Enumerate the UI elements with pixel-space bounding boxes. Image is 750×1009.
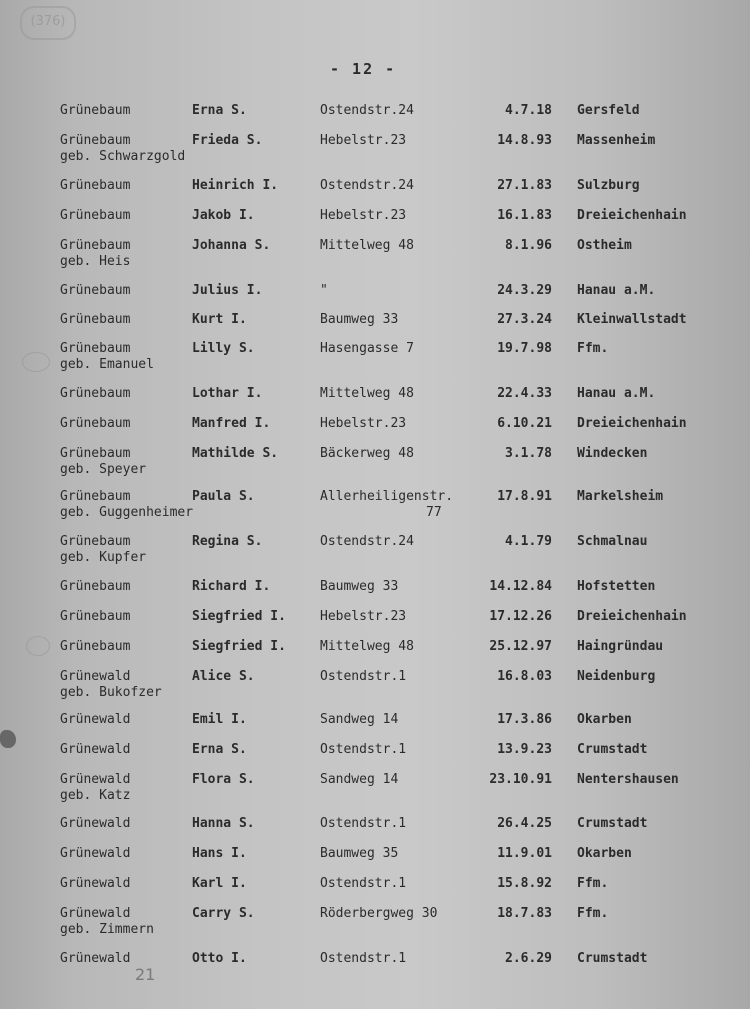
birthplace-cell: Ffm. — [577, 906, 609, 921]
street-cell: Bäckerweg 48 — [320, 446, 414, 461]
birthplace-cell: Dreieichenhain — [577, 208, 687, 223]
birthplace-cell: Ffm. — [577, 876, 609, 891]
given-name-cell: Julius I. — [192, 283, 263, 298]
given-name-cell: Mathilde S. — [192, 446, 279, 461]
surname-cell: Grünebaum — [60, 489, 131, 504]
surname-cell: Grünewald — [60, 772, 131, 787]
paper-spot — [26, 636, 50, 656]
street-cell: Baumweg 35 — [320, 846, 399, 861]
entry-row — [0, 951, 750, 991]
entry-row — [0, 534, 750, 574]
maiden-name-cell: geb. Kupfer — [60, 550, 147, 565]
birthplace-cell: Windecken — [577, 446, 648, 461]
street-cell: Hebelstr.23 — [320, 133, 407, 148]
birth-date-cell: 16.8.03 — [497, 669, 552, 684]
given-name-cell: Hans I. — [192, 846, 247, 861]
page-number: - 12 - — [330, 60, 397, 78]
given-name-cell: Otto I. — [192, 951, 247, 966]
maiden-name-cell: geb. Zimmern — [60, 922, 154, 937]
street-cell: Sandweg 14 — [320, 712, 399, 727]
given-name-cell: Emil I. — [192, 712, 247, 727]
birthplace-cell: Hanau a.M. — [577, 386, 656, 401]
street-cell: Röderbergweg 30 — [320, 906, 438, 921]
street-cell: Ostendstr.1 — [320, 951, 407, 966]
birthplace-cell: Schmalnau — [577, 534, 648, 549]
birthplace-cell: Okarben — [577, 846, 632, 861]
birthplace-cell: Massenheim — [577, 133, 656, 148]
birth-date-cell: 6.10.21 — [497, 416, 552, 431]
birth-date-cell: 17.8.91 — [497, 489, 552, 504]
given-name-cell: Jakob I. — [192, 208, 255, 223]
surname-cell: Grünebaum — [60, 386, 131, 401]
street-cell: Ostendstr.1 — [320, 669, 407, 684]
given-name-cell: Johanna S. — [192, 238, 271, 253]
surname-cell: Grünewald — [60, 742, 131, 757]
given-name-cell: Heinrich I. — [192, 178, 279, 193]
street-cell: Hebelstr.23 — [320, 208, 407, 223]
surname-cell: Grünebaum — [60, 341, 131, 356]
birth-date-cell: 3.1.78 — [505, 446, 552, 461]
maiden-name-cell: geb. Speyer — [60, 462, 147, 477]
birth-date-cell: 23.10.91 — [489, 772, 552, 787]
birthplace-cell: Gersfeld — [577, 103, 640, 118]
surname-cell: Grünebaum — [60, 312, 131, 327]
surname-cell: Grünebaum — [60, 208, 131, 223]
entry-row — [0, 489, 750, 529]
given-name-cell: Lothar I. — [192, 386, 263, 401]
birth-date-cell: 8.1.96 — [505, 238, 552, 253]
street-cell: Mittelweg 48 — [320, 639, 414, 654]
given-name-cell: Kurt I. — [192, 312, 247, 327]
given-name-cell: Hanna S. — [192, 816, 255, 831]
street-cell: Ostendstr.24 — [320, 178, 414, 193]
street-cell: Ostendstr.1 — [320, 816, 407, 831]
surname-cell: Grünebaum — [60, 446, 131, 461]
birth-date-cell: 15.8.92 — [497, 876, 552, 891]
street-cell: Hebelstr.23 — [320, 416, 407, 431]
birth-date-cell: 14.12.84 — [489, 579, 552, 594]
given-name-cell: Alice S. — [192, 669, 255, 684]
birth-date-cell: 2.6.29 — [505, 951, 552, 966]
birth-date-cell: 25.12.97 — [489, 639, 552, 654]
given-name-cell: Erna S. — [192, 103, 247, 118]
surname-cell: Grünebaum — [60, 283, 131, 298]
birth-date-cell: 11.9.01 — [497, 846, 552, 861]
street-cell: " — [320, 283, 328, 298]
street-cell: Hasengasse 7 — [320, 341, 414, 356]
birthplace-cell: Markelsheim — [577, 489, 664, 504]
maiden-name-cell: geb. Guggenheimer — [60, 505, 194, 520]
street-cell: Sandweg 14 — [320, 772, 399, 787]
birth-date-cell: 4.1.79 — [505, 534, 552, 549]
given-name-cell: Lilly S. — [192, 341, 255, 356]
birthplace-cell: Okarben — [577, 712, 632, 727]
birth-date-cell: 22.4.33 — [497, 386, 552, 401]
given-name-cell: Carry S. — [192, 906, 255, 921]
birth-date-cell: 17.3.86 — [497, 712, 552, 727]
surname-cell: Grünebaum — [60, 579, 131, 594]
entry-row — [0, 772, 750, 812]
street-cell: Mittelweg 48 — [320, 238, 414, 253]
surname-cell: Grünebaum — [60, 416, 131, 431]
street-cell: Ostendstr.24 — [320, 534, 414, 549]
birthplace-cell: Nentershausen — [577, 772, 679, 787]
given-name-cell: Karl I. — [192, 876, 247, 891]
surname-cell: Grünebaum — [60, 639, 131, 654]
margin-ink-blot — [0, 730, 16, 748]
birth-date-cell: 19.7.98 — [497, 341, 552, 356]
surname-cell: Grünewald — [60, 712, 131, 727]
birthplace-cell: Ostheim — [577, 238, 632, 253]
given-name-cell: Flora S. — [192, 772, 255, 787]
entry-row — [0, 669, 750, 709]
birth-date-cell: 24.3.29 — [497, 283, 552, 298]
birth-date-cell: 17.12.26 — [489, 609, 552, 624]
given-name-cell: Siegfried I. — [192, 639, 286, 654]
given-name-cell: Manfred I. — [192, 416, 271, 431]
birthplace-cell: Hofstetten — [577, 579, 656, 594]
birthplace-cell: Neidenburg — [577, 669, 656, 684]
birthplace-cell: Crumstadt — [577, 951, 648, 966]
birthplace-cell: Hanau a.M. — [577, 283, 656, 298]
surname-cell: Grünewald — [60, 906, 131, 921]
given-name-cell: Paula S. — [192, 489, 255, 504]
maiden-name-cell: geb. Bukofzer — [60, 685, 162, 700]
maiden-name-cell: geb. Heis — [60, 254, 131, 269]
surname-cell: Grünewald — [60, 846, 131, 861]
surname-cell: Grünebaum — [60, 133, 131, 148]
maiden-name-cell: geb. Katz — [60, 788, 131, 803]
surname-cell: Grünewald — [60, 876, 131, 891]
birthplace-cell: Haingründau — [577, 639, 664, 654]
birthplace-cell: Dreieichenhain — [577, 416, 687, 431]
given-name-cell: Siegfried I. — [192, 609, 286, 624]
archive-stamp: (376) — [20, 6, 76, 40]
birth-date-cell: 27.3.24 — [497, 312, 552, 327]
birth-date-cell: 26.4.25 — [497, 816, 552, 831]
given-name-cell: Richard I. — [192, 579, 271, 594]
birth-date-cell: 27.1.83 — [497, 178, 552, 193]
birth-date-cell: 13.9.23 — [497, 742, 552, 757]
entry-row — [0, 341, 750, 381]
surname-cell: Grünewald — [60, 816, 131, 831]
surname-cell: Grünewald — [60, 951, 131, 966]
street-cell: Baumweg 33 — [320, 312, 399, 327]
birth-date-cell: 4.7.18 — [505, 103, 552, 118]
surname-cell: Grünebaum — [60, 534, 131, 549]
birth-date-cell: 14.8.93 — [497, 133, 552, 148]
birthplace-cell: Kleinwallstadt — [577, 312, 687, 327]
surname-cell: Grünewald — [60, 669, 131, 684]
entry-row — [0, 446, 750, 486]
birth-date-cell: 16.1.83 — [497, 208, 552, 223]
entry-row — [0, 133, 750, 173]
street-cell: Mittelweg 48 — [320, 386, 414, 401]
street-cell: Hebelstr.23 — [320, 609, 407, 624]
street-cell: Baumweg 33 — [320, 579, 399, 594]
handwritten-note: 21 — [135, 965, 156, 984]
street-cell: Ostendstr.1 — [320, 876, 407, 891]
surname-cell: Grünebaum — [60, 103, 131, 118]
street-cell: Ostendstr.24 — [320, 103, 414, 118]
street-cell: Allerheiligenstr. — [320, 489, 454, 504]
street-cell: Ostendstr.1 — [320, 742, 407, 757]
given-name-cell: Regina S. — [192, 534, 263, 549]
given-name-cell: Erna S. — [192, 742, 247, 757]
surname-cell: Grünebaum — [60, 238, 131, 253]
birthplace-cell: Dreieichenhain — [577, 609, 687, 624]
maiden-name-cell: geb. Emanuel — [60, 357, 154, 372]
birth-date-cell: 18.7.83 — [497, 906, 552, 921]
given-name-cell: Frieda S. — [192, 133, 263, 148]
paper-spot — [22, 352, 50, 372]
birthplace-cell: Ffm. — [577, 341, 609, 356]
birthplace-cell: Sulzburg — [577, 178, 640, 193]
surname-cell: Grünebaum — [60, 609, 131, 624]
surname-cell: Grünebaum — [60, 178, 131, 193]
birthplace-cell: Crumstadt — [577, 742, 648, 757]
birthplace-cell: Crumstadt — [577, 816, 648, 831]
entry-row — [0, 238, 750, 278]
entry-row — [0, 906, 750, 946]
street-continuation-cell: 77 — [426, 505, 442, 520]
maiden-name-cell: geb. Schwarzgold — [60, 149, 186, 164]
